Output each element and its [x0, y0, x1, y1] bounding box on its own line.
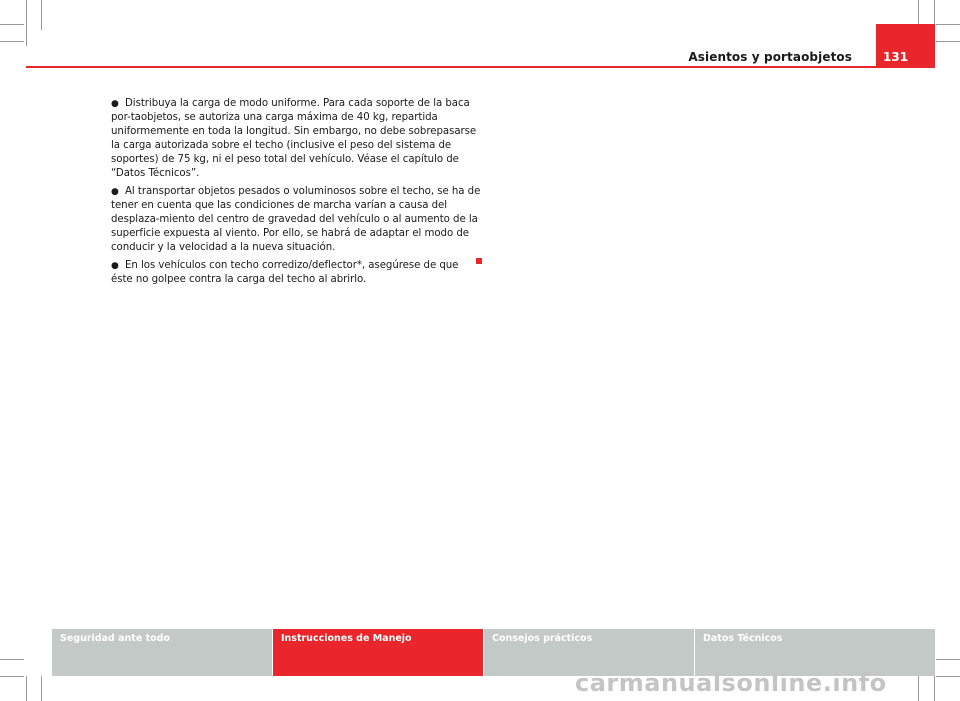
footer-tab-instrucciones[interactable]: Instrucciones de Manejo: [273, 629, 484, 676]
crop-mark: [936, 24, 960, 25]
crop-mark: [0, 676, 24, 677]
bullet-icon: ●: [111, 99, 119, 109]
paragraph: [111, 185, 483, 255]
crop-mark: [936, 659, 960, 660]
body-text: [111, 97, 483, 291]
crop-mark: [936, 41, 960, 42]
crop-mark: [934, 676, 935, 701]
page-number: 131: [883, 50, 909, 64]
crop-mark: [26, 676, 27, 701]
crop-mark: [0, 659, 24, 660]
page-title: Asientos y portaobjetos: [688, 50, 852, 64]
watermark: carmanualsonline.info: [575, 669, 887, 697]
footer-tab-seguridad[interactable]: Seguridad ante todo: [52, 629, 273, 676]
crop-mark: [918, 676, 919, 701]
crop-mark: [41, 676, 42, 701]
paragraph-text: Al transportar objetos pesados o voluminosos sobre el techo, se ha de tener en cuenta que las condiciones de marcha varían a causa del desplaza-miento del centro de gravedad del vehículo o al aumento de la superficie expuesta al viento. Por ello, se habrá de adaptar el modo de conducir y la velocidad a la nueva situación.: [111, 186, 481, 253]
crop-mark: [41, 0, 42, 30]
bullet-icon: ●: [111, 187, 119, 197]
crop-mark: [936, 676, 960, 677]
page-number-tab: [876, 24, 935, 68]
paragraph: [111, 97, 483, 181]
crop-mark: [0, 24, 24, 25]
section-end-marker: [476, 258, 482, 264]
footer-tab-datos[interactable]: Datos Técnicos: [695, 629, 935, 676]
crop-mark: [0, 41, 24, 42]
paragraph-text: Distribuya la carga de modo uniforme. Para cada soporte de la baca por-taobjetos, se autoriza una carga máxima de 40 kg, repartida uniformemente en toda la longitud. Sin embargo, no debe sobrepasarse la carga autorizada sobre el techo (inclusive el peso del sistema de soportes) de 75 kg, ni el peso total del vehículo. Véase el capítulo de “Datos Técnicos”.: [111, 98, 477, 179]
header-rule: [26, 66, 876, 68]
footer-tab-consejos[interactable]: Consejos prácticos: [484, 629, 695, 676]
crop-mark: [26, 0, 27, 46]
paragraph: [111, 259, 483, 287]
crop-mark: [918, 0, 919, 24]
paragraph-text: En los vehículos con techo corredizo/deflector*, asegúrese de que éste no golpee contra la carga del techo al abrirlo.: [111, 260, 459, 285]
bullet-icon: ●: [111, 261, 119, 271]
